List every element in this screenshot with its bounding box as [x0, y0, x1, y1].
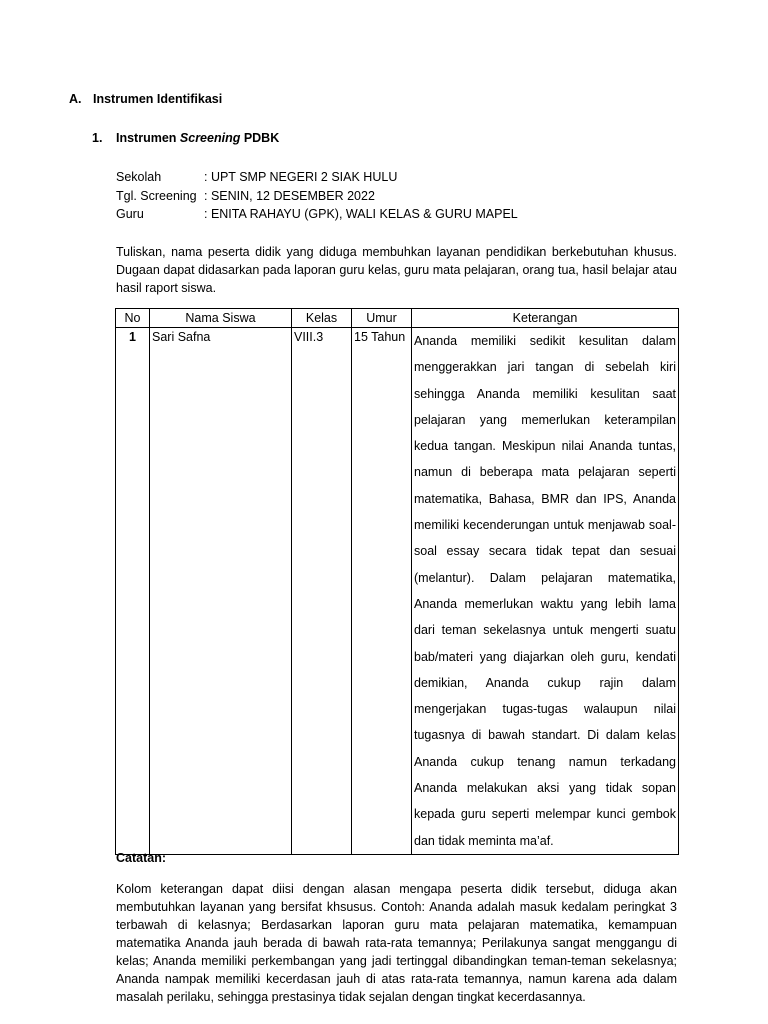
- info-block: [116, 168, 518, 224]
- info-value: : SENIN, 12 DESEMBER 2022: [204, 188, 375, 203]
- intro-paragraph: Tuliskan, nama peserta didik yang diduga membuhkan layanan pendidikan berkebutuhan khusus. Dugaan dapat didasarkan pada laporan guru kelas, guru mata pelajaran, orang tua, hasil belajar atau hasil raport siswa.: [116, 245, 677, 295]
- subsection-title-italic: Screening: [179, 131, 241, 145]
- header-kelas: Kelas: [292, 309, 352, 328]
- info-label: Tgl. Screening: [116, 188, 197, 203]
- catatan-paragraph: Kolom keterangan dapat diisi dengan alasan mengapa peserta didik tersebut, diduga akan membutuhkan layanan yang bersifat khsusus. Contoh: Ananda adalah masuk kedalam peringkat 3 terbawah di kelasnya; Berdasarkan laporan guru mata pelajaran matematika, kemampuan matematika Ananda jauh berada di bawah rata-rata temannya; Perilakunya sangat menggangu di kelas; Ananda memiliki perkembangan yang jadi tertinggal dibandingkan teman-teman sekelasnya; Ananda nampak memiliki kecerdasan jauh di atas rata-rata temannya, namun karena ada dalam masalah perilaku, sehingga prestasinya tidak sejalan dengan tingkat kecerdasannya.: [116, 882, 677, 1004]
- subsection-title-pre: Instrumen: [116, 131, 180, 145]
- cell-keterangan: Ananda memiliki sedikit kesulitan dalam menggerakkan jari tangan di sebelah kiri sehingga Ananda memiliki kesulitan saat pelajaran yang memerlukan keterampilan kedua tangan. Meskipun nilai Ananda tuntas, namun di beberapa mata pelajaran seperti matematika, Bahasa, BMR dan IPS, Ananda memiliki kecenderungan untuk menjawab soal-soal essay secara tidak tepat dan sesuai (melantur). Dalam pelajaran matematika, Ananda memerlukan waktu yang lebih lama dari teman sekelasnya untuk mengerti suatu bab/materi yang diajarkan oleh guru, kendati demikian, Ananda cukup rajin dalam mengerjakan tugas-tugas walaupun nilai tugasnya di bawah standart. Di dalam kelas Ananda cukup tenang namun terkadang Ananda melakukan aksi yang tidak sopan kepada guru seperti melempar kunci gembok dan tidak meminta ma’af.: [412, 328, 679, 855]
- subsection-heading: [92, 131, 279, 145]
- info-label: Sekolah: [116, 170, 162, 184]
- screening-table: [115, 308, 679, 855]
- subsection-title-post: PDBK: [240, 131, 280, 145]
- catatan-label: Catatan:: [116, 851, 167, 865]
- info-label: Guru: [116, 207, 144, 221]
- cell-umur: 15 Tahun: [352, 328, 412, 855]
- info-row-teacher: [116, 205, 518, 224]
- section-number: A.: [69, 92, 82, 106]
- header-umur: Umur: [352, 309, 412, 328]
- subsection-number: 1.: [92, 131, 103, 145]
- info-row-date: [116, 187, 518, 206]
- header-nama: Nama Siswa: [150, 309, 292, 328]
- table-row: [116, 328, 679, 855]
- info-value: : ENITA RAHAYU (GPK), WALI KELAS & GURU MAPEL: [204, 207, 518, 221]
- cell-nama: Sari Safna: [150, 328, 292, 855]
- section-heading: [69, 92, 222, 106]
- table-header-row: [116, 309, 679, 328]
- header-no: No: [116, 309, 150, 328]
- header-keterangan: Keterangan: [412, 309, 679, 328]
- info-value: : UPT SMP NEGERI 2 SIAK HULU: [204, 170, 398, 184]
- cell-no: 1: [116, 328, 150, 855]
- section-title: Instrumen Identifikasi: [93, 92, 223, 106]
- info-row-school: [116, 168, 518, 187]
- cell-kelas: VIII.3: [292, 328, 352, 855]
